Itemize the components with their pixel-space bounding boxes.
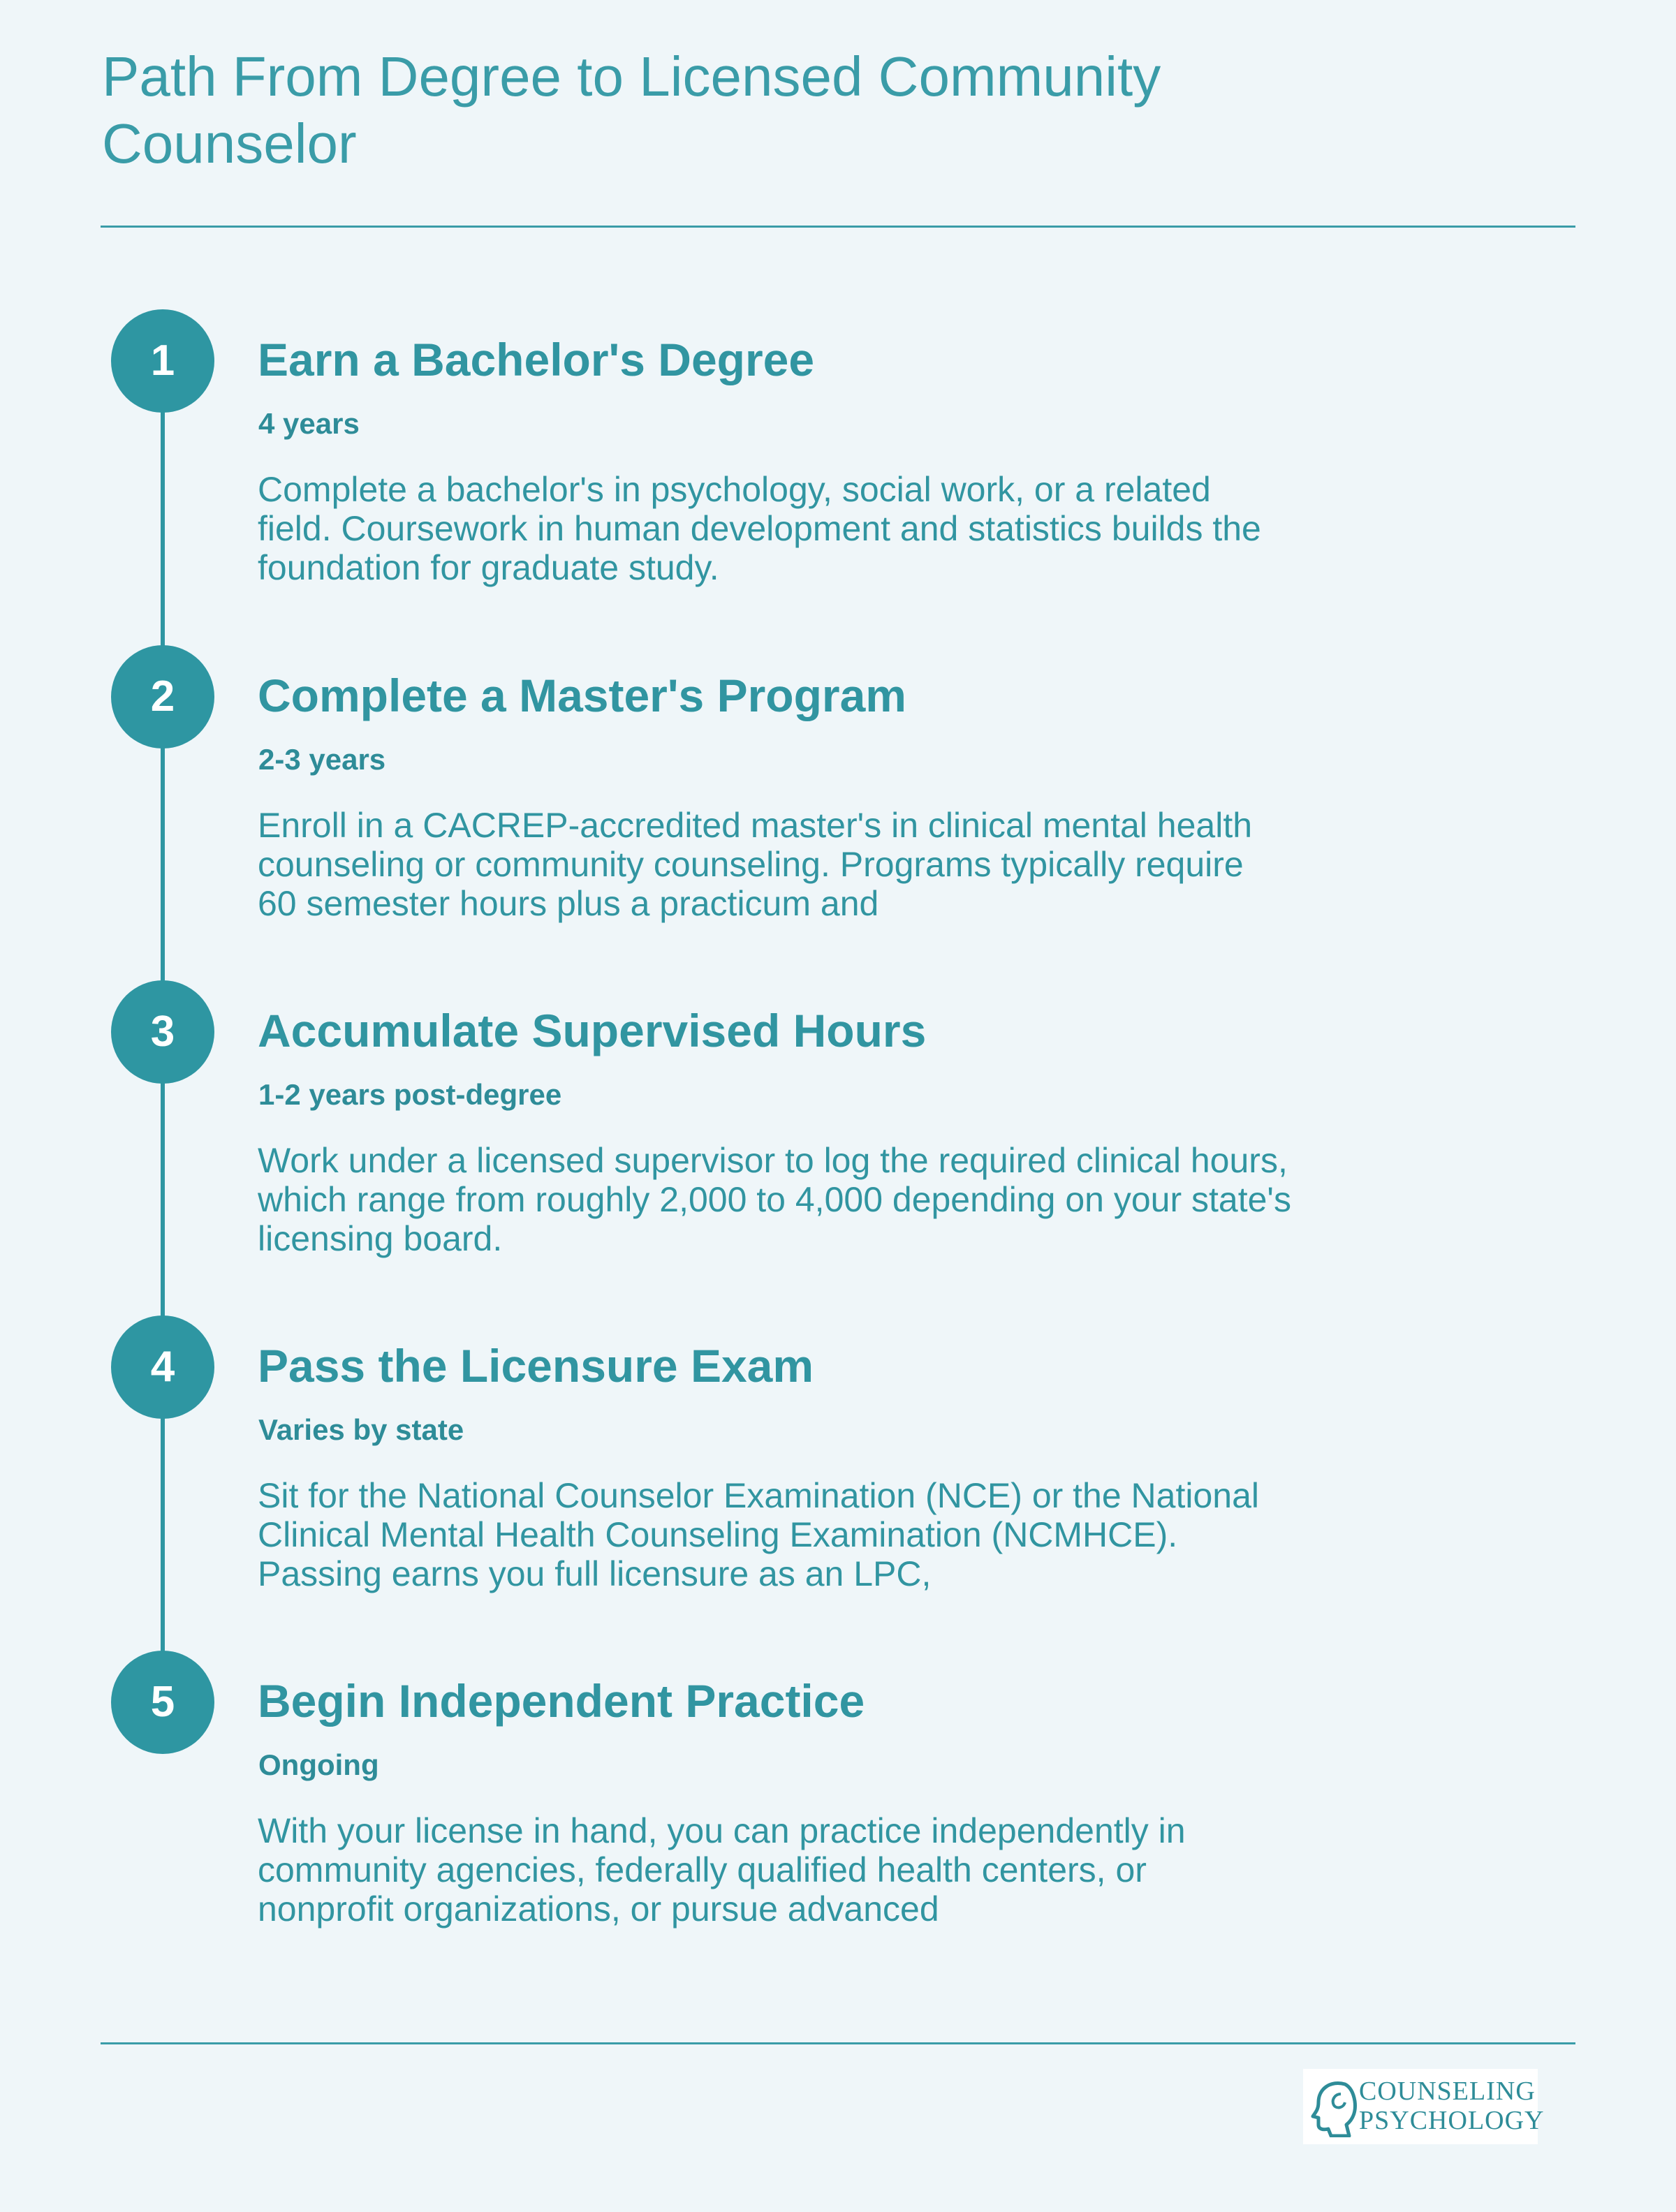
step-title: Earn a Bachelor's Degree: [258, 334, 815, 385]
step-number-badge: 3: [111, 980, 214, 1084]
step-title: Pass the Licensure Exam: [258, 1340, 814, 1392]
step-number-badge: 2: [111, 645, 214, 749]
step-description: With your license in hand, you can practice independently in community agencies, federally qualified health centers, or nonprofit organizations, or pursue advanced: [258, 1811, 1186, 1929]
step-duration: Ongoing: [258, 1748, 379, 1781]
step-duration: 2-3 years: [258, 743, 386, 776]
step-description: Enroll in a CACREP-accredited master's in clinical mental health counseling or community counseling. Programs typically require 60 semester hours plus a practicum and: [258, 806, 1253, 923]
step-number-badge: 4: [111, 1315, 214, 1419]
step-description: Work under a licensed supervisor to log the required clinical hours, which range from roughly 2,000 to 4,000 depending on your state's licensing board.: [258, 1141, 1291, 1258]
page-title: Path From Degree to Licensed Community Counselor: [102, 45, 1161, 175]
step-title: Complete a Master's Program: [258, 670, 906, 721]
head-profile-icon: [1310, 2079, 1359, 2137]
step-number-badge: 1: [111, 309, 214, 413]
step-title: Accumulate Supervised Hours: [258, 1005, 927, 1056]
step-duration: 4 years: [258, 407, 360, 440]
step-number-badge: 5: [111, 1651, 214, 1754]
step-duration: 1-2 years post-degree: [258, 1078, 562, 1111]
logo-text-bottom: PSYCHOLOGY: [1359, 2106, 1545, 2135]
counseling-psychology-logo: [1303, 2069, 1545, 2144]
logo-text-top: COUNSELING: [1359, 2077, 1536, 2106]
step-description: Sit for the National Counselor Examination (NCE) or the National Clinical Mental Health Counseling Examination (NCMHCE). Passing earns you full licensure as an LPC,: [258, 1476, 1260, 1593]
step-title: Begin Independent Practice: [258, 1675, 865, 1727]
header-divider: [101, 226, 1575, 228]
step-duration: Varies by state: [258, 1413, 464, 1446]
footer-divider: [101, 2042, 1575, 2044]
step-description: Complete a bachelor's in psychology, social work, or a related field. Coursework in human development and statistics builds the foundation for graduate study.: [258, 470, 1261, 587]
